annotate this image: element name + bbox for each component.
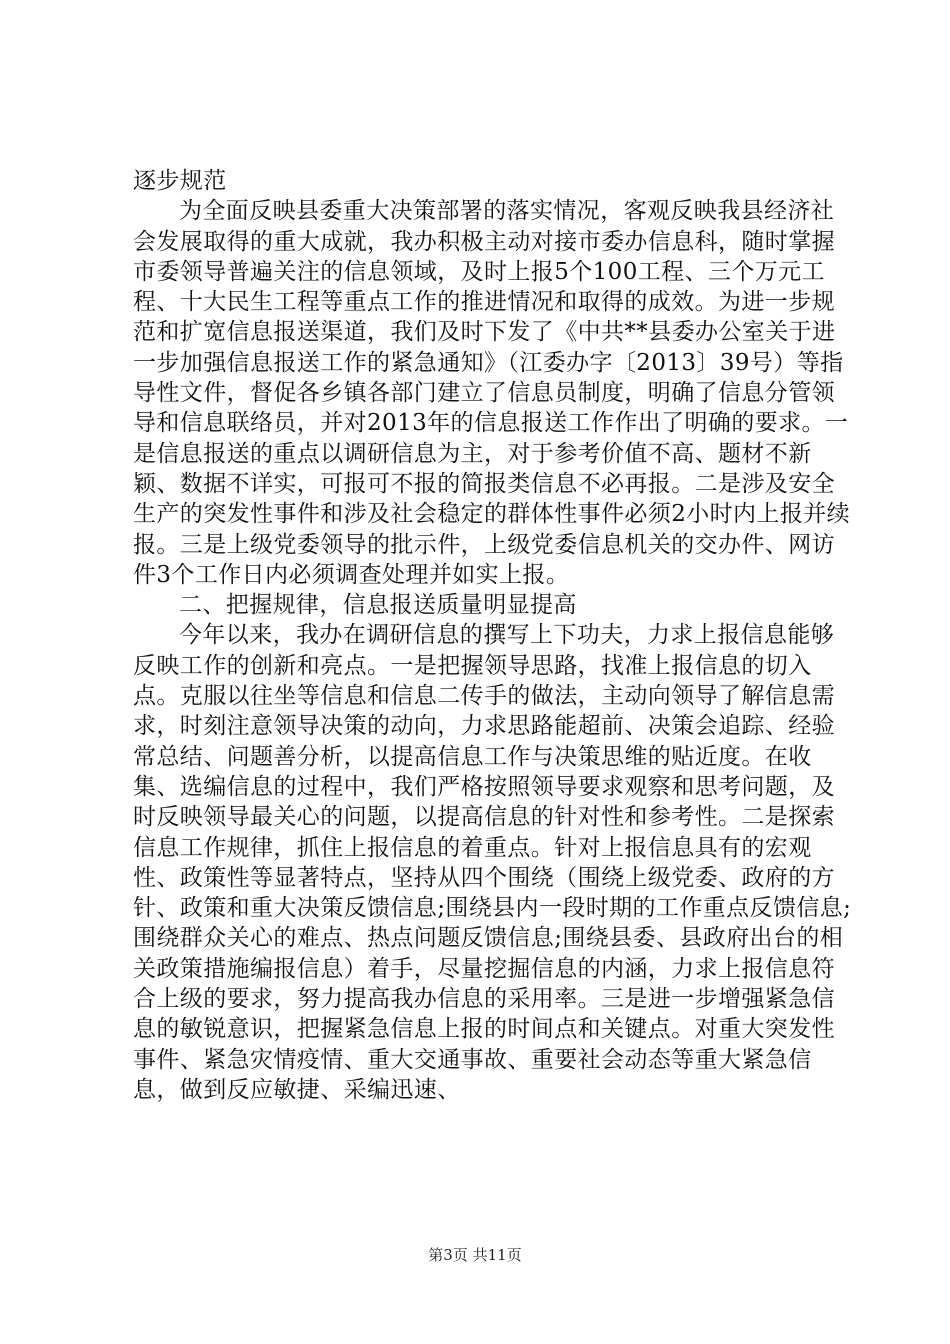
section-continuation: 逐步规范 <box>133 168 227 194</box>
body-paragraph: 为全面反映县委重大决策部署的落实情况，客观反映我县经济社会发展取得的重大成就，我办积极主动对接市委办信息科，随时掌握市委领导普遍关注的信息领域，及时上报5个100工程、三个万元工程、十大民生工程等重点工作的推进情况和取得的成效。为进一步规范和扩宽信息报送渠道，我们及时下发了《中共**县委办公室关于进一步加强信息报送工作的紧急通知》（江委办字〔2013〕39号）等指导性文件，督促各乡镇各部门建立了信息员制度，明确了信息分管领导和信息联络员，并对2013年的信息报送工作作出了明确的要求。一是信息报送的重点以调研信息为主，对于参考价值不高、题材不新颖、数据不详实，可报可不报的简报类信息不必再报。二是涉及安全生产的突发性事件和涉及社会稳定的群体性事件必须2小时内上报并续报。三是上级党委领导的批示件，上级党委信息机关的交办件、网访件3个工作日内必须调查处理并如实上报。 <box>133 198 851 588</box>
page-footer: 第3页 共11页 <box>428 1246 522 1264</box>
document-body <box>133 166 853 1105</box>
section-heading: 二、把握规律，信息报送质量明显提高 <box>179 592 577 619</box>
body-paragraph: 今年以来，我办在调研信息的撰写上下功夫，力求上报信息能够反映工作的创新和亮点。一是把握领导思路，找准上报信息的切入点。克服以往坐等信息和信息二传手的做法，主动向领导了解信息需求，时刻注意领导决策的动向，力求思路能超前、决策会追踪、经验常总结、问题善分析，以提高信息工作与决策思维的贴近度。在收集、选编信息的过程中，我们严格按照领导要求观察和思考问题，及时反映领导最关心的问题，以提高信息的针对性和参考性。二是探索信息工作规律，抓住上报信息的着重点。针对上报信息具有的宏观性、政策性等显著特点，坚持从四个围绕（围绕上级党委、政府的方针、政策和重大决策反馈信息;围绕县内一段时期的工作重点反馈信息;围绕群众关心的难点、热点问题反馈信息;围绕县委、县政府出台的相关政策措施编报信息）着手，尽量挖掘信息的内涵，力求上报信息符合上级的要求，努力提高我办信息的采用率。三是进一步增强紧急信息的敏锐意识，把握紧急信息上报的时间点和关键点。对重大突发性事件、紧急灾情疫情、重大交通事故、重要社会动态等重大紧急信息，做到反应敏捷、采编迅速、 <box>133 622 852 1103</box>
